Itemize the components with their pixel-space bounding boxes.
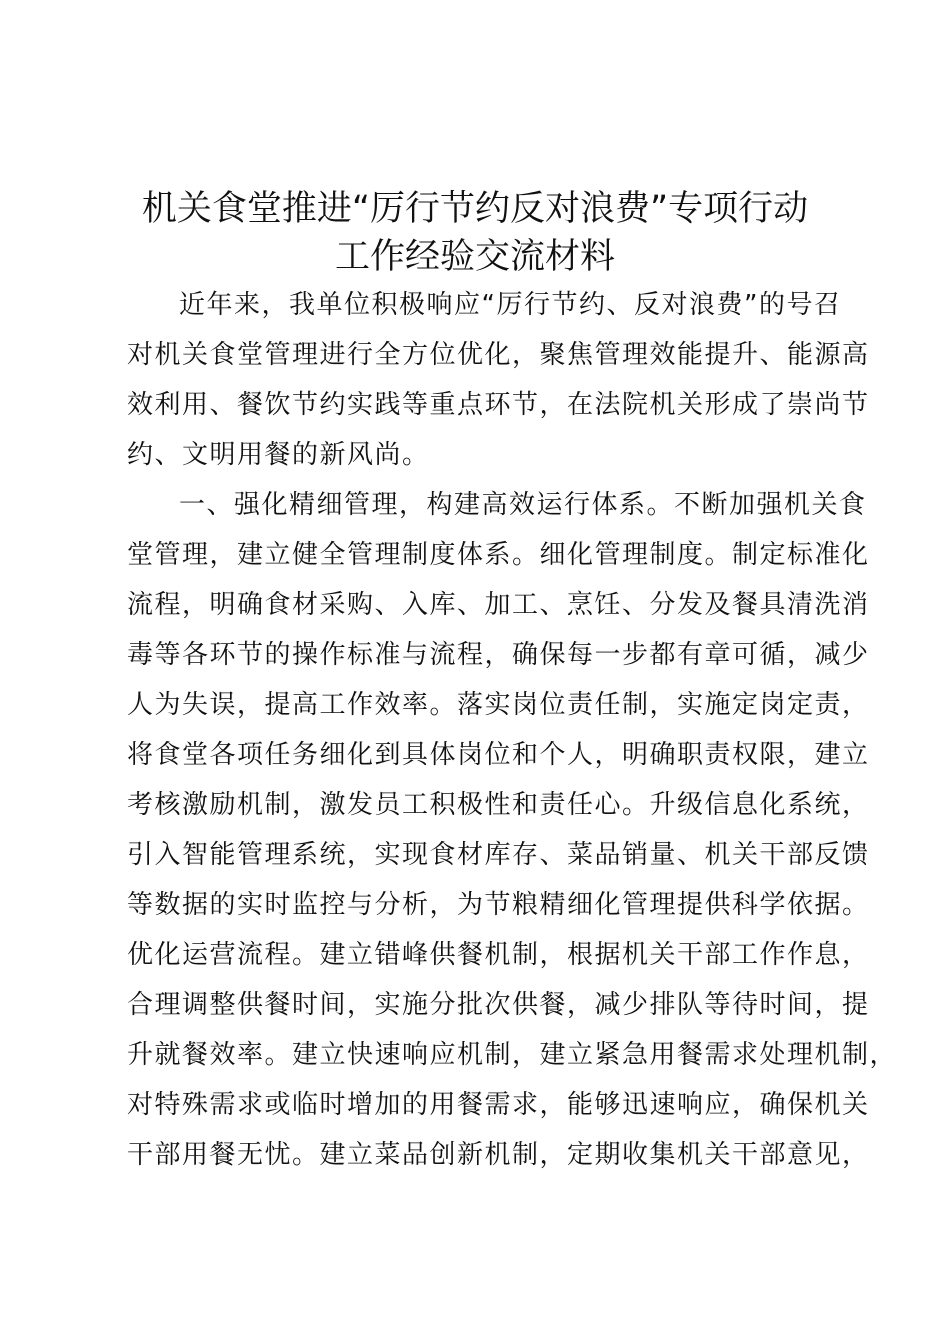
paragraph-1-line: 效利用、餐饮节约实践等重点环节，在法院机关形成了崇尚节 <box>127 390 870 420</box>
document-title-line-2: 工作经验交流材料 <box>334 237 615 277</box>
paragraph-2-line: 堂管理，建立健全管理制度体系。细化管理制度。制定标准化 <box>127 540 870 570</box>
paragraph-1-line: 约、文明用餐的新风尚。 <box>127 440 430 470</box>
paragraph-2-line: 毒等各环节的操作标准与流程，确保每一步都有章可循，减少 <box>127 640 870 670</box>
document-title-line-1: 机关食堂推进“厉行节约反对浪费”专项行动 <box>141 189 809 229</box>
paragraph-2-line: 优化运营流程。建立错峰供餐机制，根据机关干部工作作息， <box>127 940 870 970</box>
paragraph-2-line: 对特殊需求或临时增加的用餐需求，能够迅速响应，确保机关 <box>127 1090 870 1120</box>
paragraph-2-line: 干部用餐无忧。建立菜品创新机制，定期收集机关干部意见， <box>127 1140 870 1170</box>
paragraph-2-line: 引入智能管理系统，实现食材库存、菜品销量、机关干部反馈 <box>127 840 870 870</box>
paragraph-1-line: 对机关食堂管理进行全方位优化，聚焦管理效能提升、能源高 <box>127 340 870 370</box>
paragraph-2-line: 将食堂各项任务细化到具体岗位和个人，明确职责权限，建立 <box>127 740 870 770</box>
paragraph-1-line: 近年来，我单位积极响应“厉行节约、反对浪费”的号召 <box>179 290 842 320</box>
paragraph-2-line: 升就餐效率。建立快速响应机制，建立紧急用餐需求处理机制， <box>127 1040 898 1070</box>
paragraph-2-line: 等数据的实时监控与分析，为节粮精细化管理提供科学依据。 <box>127 890 870 920</box>
paragraph-2-line: 流程，明确食材采购、入库、加工、烹饪、分发及餐具清洗消 <box>127 590 870 620</box>
paragraph-2-line: 一、强化精细管理，构建高效运行体系。不断加强机关食 <box>179 490 867 520</box>
paragraph-2-line: 考核激励机制，激发员工积极性和责任心。升级信息化系统， <box>127 790 870 820</box>
paragraph-2-line: 合理调整供餐时间，实施分批次供餐，减少排队等待时间，提 <box>127 990 870 1020</box>
paragraph-2-line: 人为失误，提高工作效率。落实岗位责任制，实施定岗定责， <box>127 690 870 720</box>
